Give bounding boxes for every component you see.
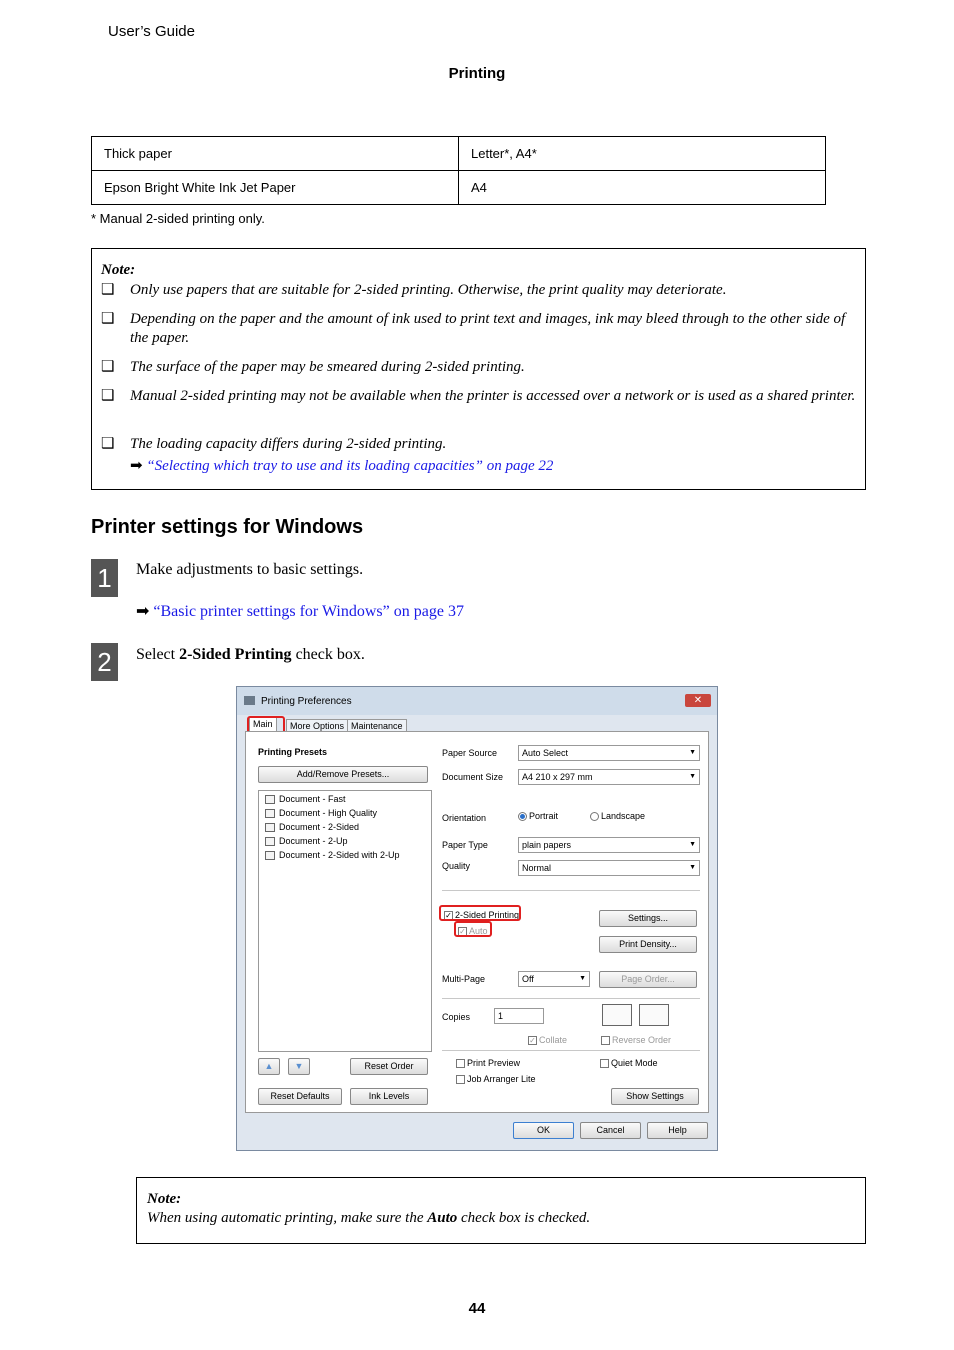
note-item: ❑ Depending on the paper and the amount of ink used to print text and images, ink may bleed through to the other side of the paper. — [101, 311, 846, 346]
page-number: 44 — [468, 1300, 486, 1317]
two-sided-checkbox[interactable]: ✓ 2-Sided Printing — [445, 910, 520, 921]
orientation-label: Orientation — [442, 813, 487, 823]
bullet-icon: ❑ — [101, 436, 115, 452]
document-size-label: Document Size — [442, 772, 504, 782]
paper-source-label: Paper Source — [442, 748, 498, 758]
settings-button[interactable]: Settings... — [599, 910, 697, 927]
tray-capacity-link[interactable]: “Selecting which tray to use and its loading capacities” on page 22 — [146, 458, 554, 474]
move-down-button[interactable]: ▼ — [288, 1058, 310, 1075]
reverse-pages-icon — [639, 1004, 669, 1026]
checkbox-checked-icon: ✓ — [445, 911, 452, 921]
divider — [442, 890, 700, 891]
job-arranger-checkbox[interactable]: Job Arranger Lite — [456, 1074, 536, 1084]
close-button[interactable]: ✕ — [685, 694, 711, 707]
arrow-right-icon: ➡ — [136, 603, 150, 620]
dialog-titlebar — [237, 687, 717, 715]
section-heading: Printer settings for Windows — [91, 516, 364, 538]
checkbox-checked-icon: ✓ — [459, 927, 466, 937]
move-up-button[interactable]: ▲ — [258, 1058, 280, 1075]
quality-select[interactable]: Normal ▼ — [518, 860, 700, 876]
paper-source-select[interactable]: Auto Select ▼ — [518, 745, 700, 761]
paper-table — [91, 136, 826, 205]
checkbox-icon — [456, 1075, 465, 1084]
two-sided-highlight — [439, 905, 521, 921]
paper-type-select[interactable]: plain papers ▼ — [518, 837, 700, 853]
paper-type-label: Paper Type — [442, 840, 488, 850]
table-cell: Epson Bright White Ink Jet Paper — [92, 171, 459, 205]
print-density-button[interactable]: Print Density... — [599, 936, 697, 953]
step-number: 2 — [91, 643, 118, 681]
document-icon — [265, 823, 275, 832]
note-title: Note: — [147, 1191, 182, 1207]
checkbox-icon — [601, 1036, 610, 1045]
step-text: Make adjustments to basic settings. — [136, 561, 364, 578]
note-item: ❑ Only use papers that are suitable for 2-sided printing. Otherwise, the print quality may deteriorate. — [101, 282, 727, 298]
table-cell: Letter*, A4* — [459, 137, 826, 171]
arrow-right-icon: ➡ — [130, 458, 143, 474]
note-item: ❑ The surface of the paper may be smeared during 2-sided printing. — [101, 359, 525, 375]
list-item[interactable]: Document - 2-Sided — [265, 822, 359, 832]
table-row — [92, 137, 826, 171]
copies-label: Copies — [442, 1012, 471, 1022]
document-icon — [265, 795, 275, 804]
list-item[interactable]: Document - High Quality — [265, 808, 377, 818]
printer-icon — [244, 696, 255, 705]
tab-maintenance[interactable]: Maintenance — [347, 719, 407, 733]
quiet-mode-checkbox[interactable]: Quiet Mode — [600, 1058, 658, 1068]
tab-more-options[interactable]: More Options — [286, 719, 348, 733]
add-remove-presets-button[interactable]: Add/Remove Presets... — [258, 766, 428, 783]
note-link-row[interactable] — [130, 456, 553, 475]
multipage-label: Multi-Page — [442, 974, 486, 984]
note-item: ❑ Manual 2-sided printing may not be available when the printer is accessed over a network or is used as a shared printer. — [101, 388, 856, 404]
document-icon — [265, 809, 275, 818]
auto-highlight — [454, 921, 492, 937]
section-title: Printing — [448, 65, 506, 82]
radio-icon — [590, 812, 599, 821]
bullet-icon: ❑ — [101, 359, 115, 375]
note-item: ❑ The loading capacity differs during 2-sided printing. — [101, 436, 447, 452]
two-up-icon — [265, 837, 275, 846]
chevron-down-icon: ▼ — [689, 773, 696, 780]
divider — [442, 998, 700, 999]
collate-pages-icon — [602, 1004, 632, 1026]
presets-title: Printing Presets — [258, 747, 328, 757]
note-title: Note: — [101, 262, 136, 278]
ink-levels-button[interactable]: Ink Levels — [350, 1088, 428, 1105]
auto-checkbox[interactable]: ✓ Auto — [459, 926, 488, 937]
reset-defaults-button[interactable]: Reset Defaults — [258, 1088, 342, 1105]
portrait-radio[interactable]: Portrait — [518, 811, 558, 821]
print-preview-checkbox[interactable]: Print Preview — [456, 1058, 520, 1068]
note-box — [91, 248, 866, 490]
note-box — [136, 1177, 866, 1244]
two-up-icon — [265, 851, 275, 860]
note-text: When using automatic printing, make sure the Auto check box is checked. — [147, 1210, 591, 1226]
page-order-button[interactable]: Page Order... — [599, 971, 697, 988]
checkbox-icon — [456, 1059, 465, 1068]
landscape-radio[interactable]: Landscape — [590, 811, 645, 821]
table-cell: Thick paper — [92, 137, 459, 171]
chevron-down-icon: ▼ — [689, 841, 696, 848]
document-size-select[interactable]: A4 210 x 297 mm ▼ — [518, 769, 700, 785]
bullet-icon: ❑ — [101, 388, 115, 404]
printing-preferences-dialog — [236, 686, 718, 1151]
step-link-row[interactable] — [136, 601, 464, 621]
tab-main[interactable]: Main — [249, 717, 277, 733]
step-number: 1 — [91, 559, 118, 597]
dialog-title: Printing Preferences — [261, 696, 352, 707]
collate-checkbox[interactable]: ✓ Collate — [529, 1035, 568, 1046]
quality-label: Quality — [442, 861, 471, 871]
chevron-down-icon: ▼ — [579, 975, 586, 982]
chevron-down-icon: ▼ — [689, 749, 696, 756]
list-item[interactable]: Document - Fast — [265, 794, 346, 804]
step-text: Select 2-Sided Printing check box. — [136, 646, 365, 663]
reverse-order-checkbox[interactable]: Reverse Order — [601, 1035, 671, 1045]
guide-title: User’s Guide — [108, 23, 195, 40]
checkbox-icon — [600, 1059, 609, 1068]
radio-selected-icon — [518, 812, 527, 821]
divider — [442, 1050, 700, 1051]
checkbox-checked-icon: ✓ — [529, 1036, 536, 1046]
table-footnote: * Manual 2-sided printing only. — [91, 211, 265, 226]
main-panel — [245, 731, 709, 1113]
list-item[interactable]: Document - 2-Sided with 2-Up — [265, 850, 400, 860]
copies-input[interactable]: 1 — [494, 1008, 544, 1024]
cancel-button[interactable]: Cancel — [580, 1122, 641, 1139]
table-row — [92, 171, 826, 205]
presets-list — [258, 790, 432, 1052]
bullet-icon: ❑ — [101, 311, 115, 327]
list-item[interactable]: Document - 2-Up — [265, 836, 348, 846]
bullet-icon: ❑ — [101, 282, 115, 298]
show-settings-button[interactable]: Show Settings — [611, 1088, 699, 1105]
multipage-select[interactable]: Off ▼ — [518, 971, 590, 987]
chevron-down-icon: ▼ — [689, 864, 696, 871]
table-cell: A4 — [459, 171, 826, 205]
reset-order-button[interactable]: Reset Order — [350, 1058, 428, 1075]
ok-button[interactable]: OK — [513, 1122, 574, 1139]
help-button[interactable]: Help — [647, 1122, 708, 1139]
basic-settings-link[interactable]: “Basic printer settings for Windows” on page 37 — [153, 603, 464, 620]
